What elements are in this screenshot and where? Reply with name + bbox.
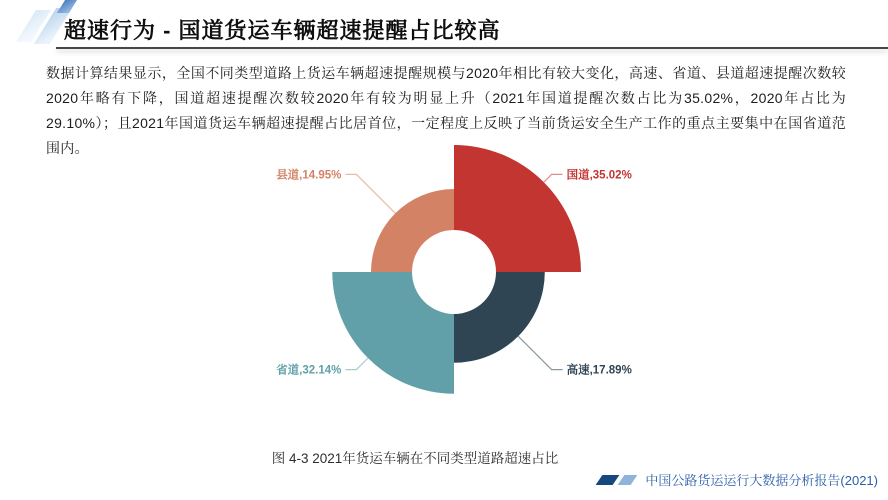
pie-slice-国道 (454, 145, 581, 272)
footer-slash-light-icon (618, 475, 638, 485)
summary-paragraph: 数据计算结果显示，全国不同类型道路上货运车辆超速提醒规模与2020年相比有较大变化，高速、省道、县道超速提醒次数较2020年略有下降，国道超速提醒次数较2020年有较为明显上升（2021年国道提醒次数占比为35.02%，2020年占比为29.10%）；且2021年国道货运车辆超速提醒占比居首位，一定程度上反映了当前货运安全生产工作的重点主要集中在国省道范围内。 (46, 65, 846, 156)
label-leader-line-县道 (345, 174, 395, 213)
slice-label-高速: 高速,17.89% (566, 364, 632, 377)
slice-label-国道: 国道,35.02% (566, 169, 632, 182)
pie-slice-省道 (332, 272, 454, 394)
page-title: 超速行为 - 国道货运车辆超速提醒占比较高 (64, 18, 501, 43)
footer-slash-dark-icon (596, 475, 620, 485)
figure-caption: 图 4-3 2021年货运车辆在不同类型道路超速占比 (271, 451, 559, 466)
label-leader-line-高速 (518, 336, 562, 369)
report-title: 中国公路货运运行大数据分析报告(2021) (645, 473, 878, 488)
slice-label-省道: 省道,32.14% (276, 364, 342, 377)
label-leader-line-省道 (345, 358, 368, 370)
label-leader-line-国道 (544, 174, 563, 182)
slice-label-县道: 县道,14.95% (276, 169, 342, 182)
footer (599, 470, 878, 489)
